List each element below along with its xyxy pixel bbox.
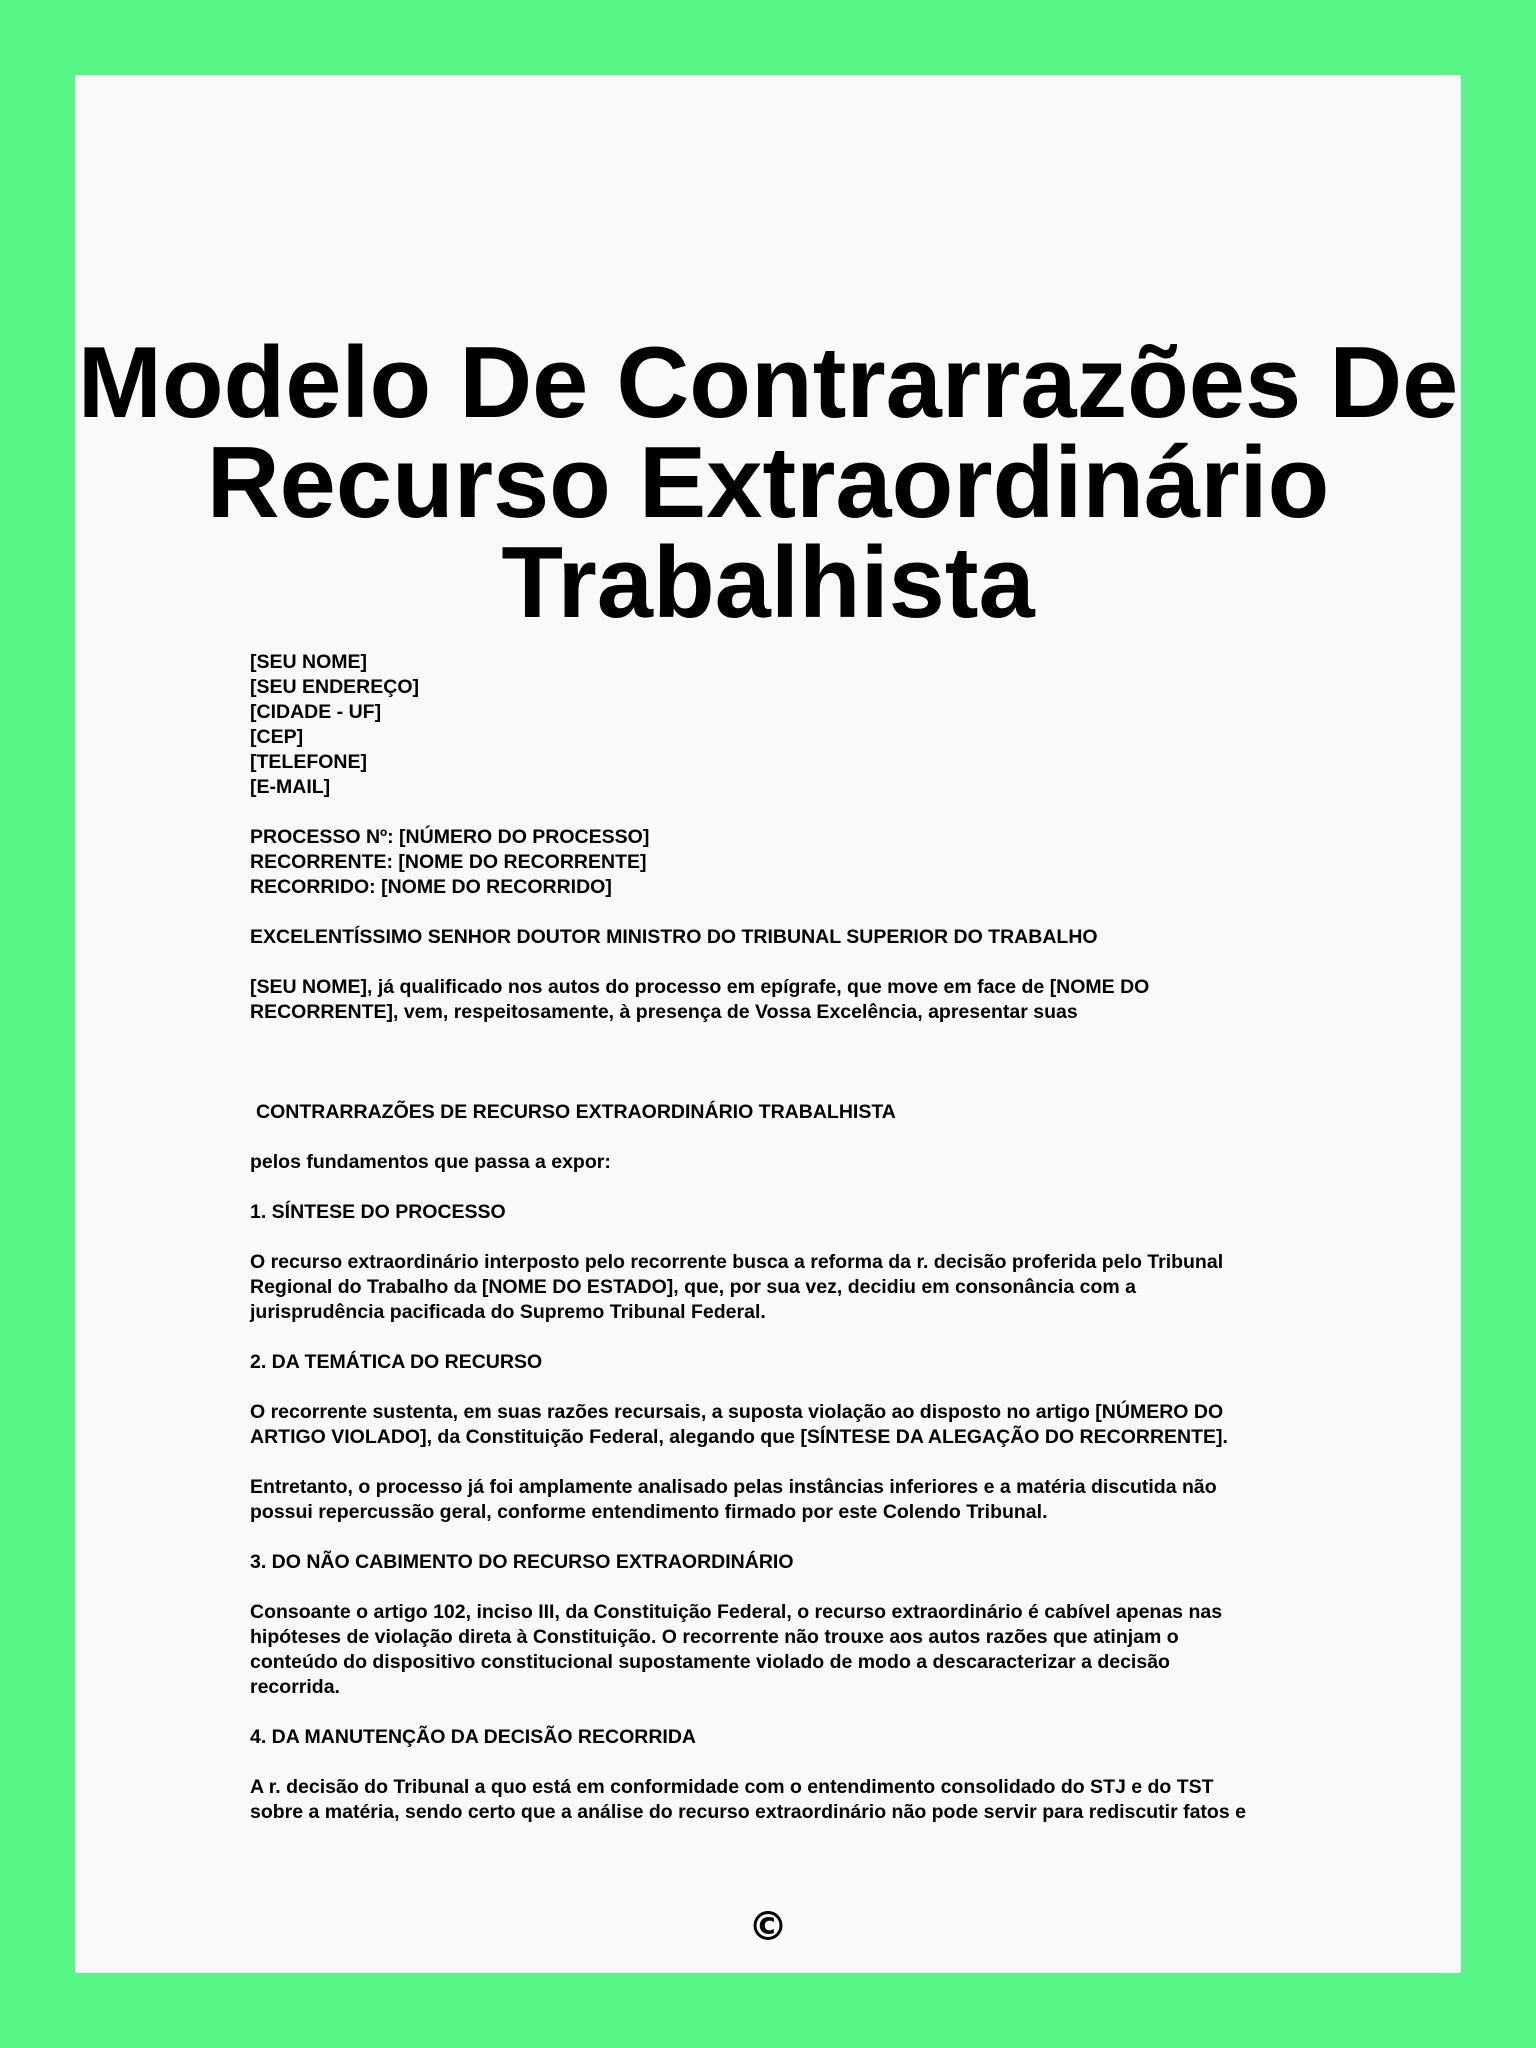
section-2-text-2 [250,1475,1360,1525]
addressee: EXCELENTÍSSIMO SENHOR DOUTOR MINISTRO DO TRIBUNAL SUPERIOR DO TRABALHO [250,926,1098,948]
sender-phone: [TELEFONE] [250,751,367,773]
paragraph-line: Consoante o artigo 102, inciso III, da Constituição Federal, o recurso extraordinário é cabível apenas nas [250,1601,1223,1623]
paragraph-line: O recurso extraordinário interposto pelo recorrente busca a reforma da r. decisão proferida pelo Tribunal [250,1251,1224,1273]
paragraph-line: possui repercussão geral, conforme entendimento firmado por este Colendo Tribunal. [250,1501,1048,1523]
paragraph-line: Regional do Trabalho da [NOME DO ESTADO], que, por sua vez, decidiu em consonância com a [250,1276,1136,1298]
doc-heading: CONTRARRAZÕES DE RECURSO EXTRAORDINÁRIO TRABALHISTA [256,1101,896,1123]
paragraph-line: hipóteses de violação direta à Constituição. O recorrente não trouxe aos autos razões que atinjam o [250,1626,1179,1648]
document-page [75,75,1461,1973]
section-2-text-1 [250,1400,1360,1450]
sender-email: [E-MAIL] [250,776,331,798]
section-4-title: 4. DA MANUTENÇÃO DA DECISÃO RECORRIDA [250,1726,696,1748]
section-1-title: 1. SÍNTESE DO PROCESSO [250,1201,506,1223]
intro-line: RECORRENTE], vem, respeitosamente, à presença de Vossa Excelência, apresentar suas [250,1001,1078,1023]
process-recorrido: RECORRIDO: [NOME DO RECORRIDO] [250,876,612,898]
sender-name: [SEU NOME] [250,651,367,673]
paragraph-line: A r. decisão do Tribunal a quo está em conformidade com o entendimento consolidado do STJ e do TST [250,1776,1214,1798]
paragraph-line: conteúdo do dispositivo constitucional supostamente violado de modo a descaracterizar a decisão [250,1651,1170,1673]
paragraph-line: sobre a matéria, sendo certo que a análise do recurso extraordinário não pode servir para rediscutir fatos e [250,1801,1246,1823]
sender-cep: [CEP] [250,726,304,748]
title-line: Trabalhista [501,527,1035,639]
process-number: PROCESSO Nº: [NÚMERO DO PROCESSO] [250,826,650,848]
sender-city: [CIDADE - UF] [250,701,382,723]
document-body [250,650,1360,1825]
intro-line: [SEU NOME], já qualificado nos autos do processo em epígrafe, que move em face de [NOME DO [250,976,1150,998]
section-2-title: 2. DA TEMÁTICA DO RECURSO [250,1351,543,1373]
section-1-text [250,1250,1360,1325]
paragraph-line: recorrida. [250,1676,340,1698]
fundamentos-line: pelos fundamentos que passa a expor: [250,1151,611,1173]
paragraph-line: ARTIGO VIOLADO], da Constituição Federal, alegando que [SÍNTESE DA ALEGAÇÃO DO RECORRENTE]. [250,1426,1228,1448]
document-title [75,327,1461,639]
paragraph-line: Entretanto, o processo já foi amplamente analisado pelas instâncias inferiores e a matéria discutida não [250,1476,1217,1498]
intro-paragraph [250,975,1360,1025]
paragraph-line: O recorrente sustenta, em suas razões recursais, a suposta violação ao disposto no artigo [NÚMERO DO [250,1401,1224,1423]
sender-block [250,650,1360,800]
process-recorrente: RECORRENTE: [NOME DO RECORRENTE] [250,851,647,873]
copyright-icon: © [748,1904,788,1950]
paragraph-line: jurisprudência pacificada do Supremo Tribunal Federal. [250,1301,766,1323]
sender-address: [SEU ENDEREÇO] [250,676,420,698]
section-4-text [250,1775,1360,1825]
title-line: Modelo De Contrarrazões De [77,327,1459,439]
title-line: Recurso Extraordinário [206,427,1330,539]
section-3-text [250,1600,1360,1700]
section-3-title: 3. DO NÃO CABIMENTO DO RECURSO EXTRAORDINÁRIO [250,1551,794,1573]
process-block [250,825,1360,900]
